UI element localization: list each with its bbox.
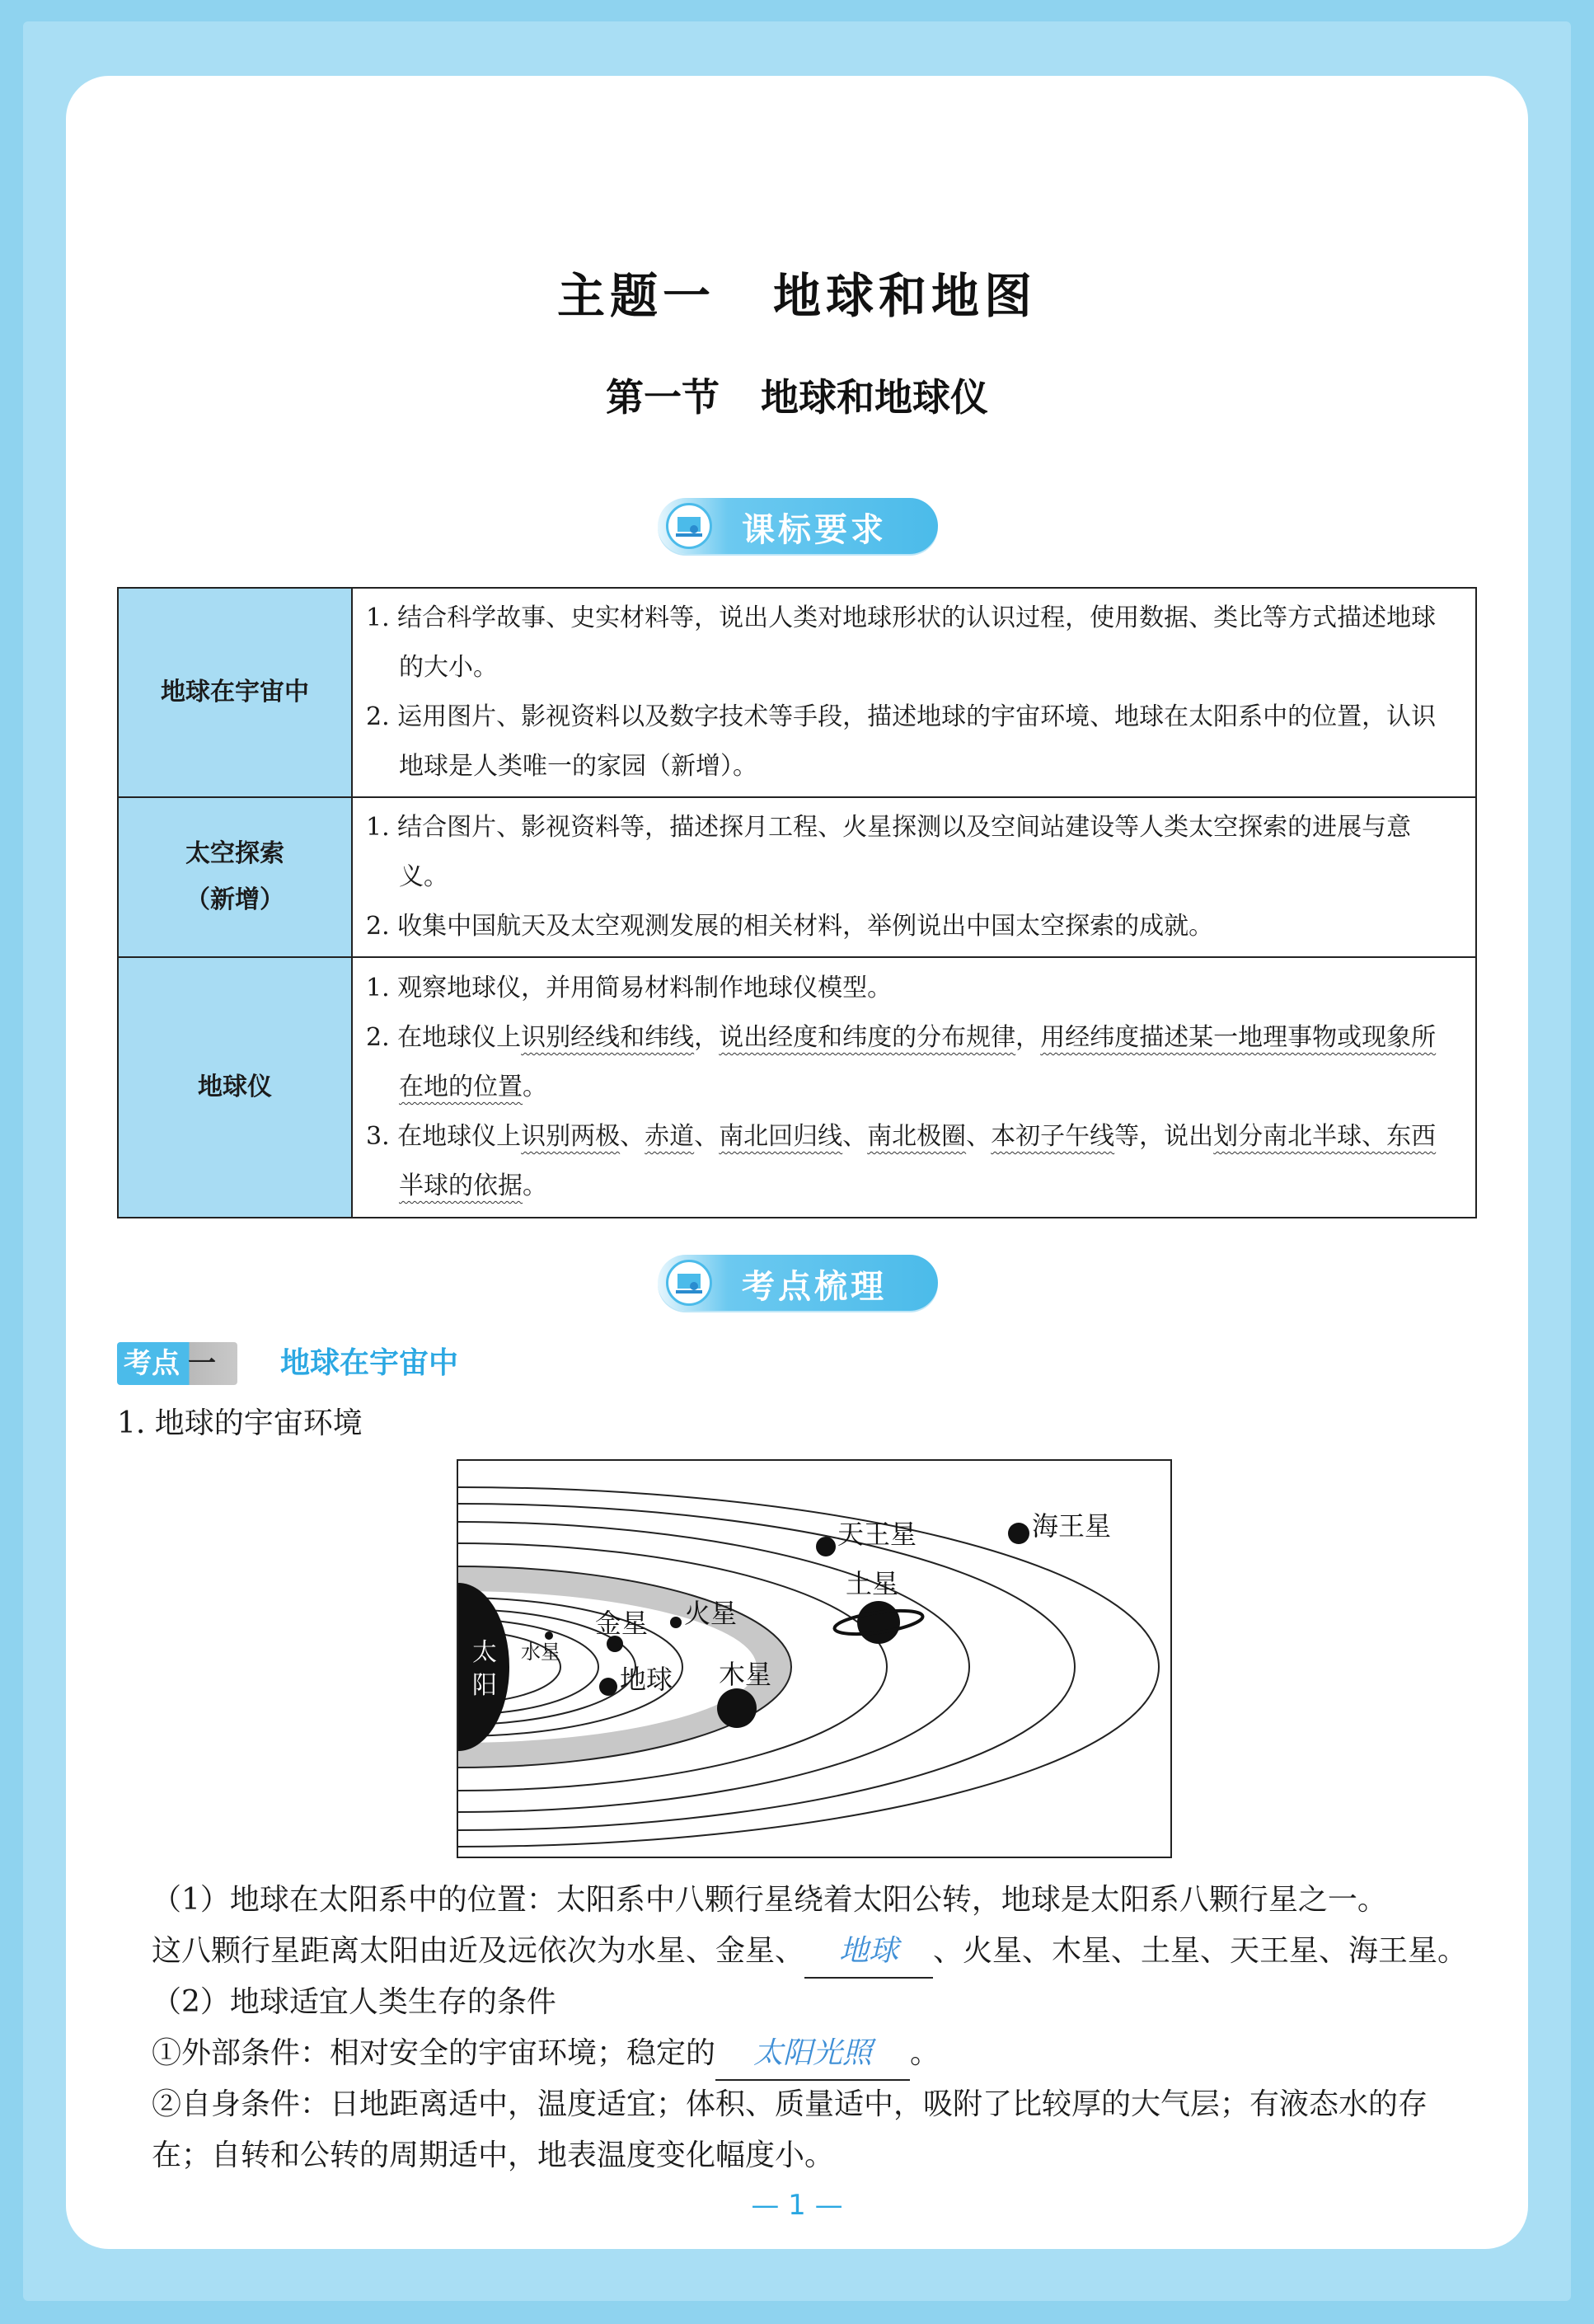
curriculum-badge	[658, 498, 938, 554]
table-row-body	[352, 588, 1476, 797]
table-row-head: 地球在宇宙中	[118, 588, 352, 797]
table-row-head-line: 太空探索	[185, 839, 284, 868]
label-mars: 火星	[684, 1598, 738, 1629]
kaodian-tag	[117, 1342, 237, 1385]
requirement-item: 1. 观察地球仪，并用简易材料制作地球仪模型。	[366, 974, 893, 1002]
table-row	[118, 957, 1476, 1218]
table-row-head-line: （新增）	[185, 885, 284, 914]
item-title: 1. 地球的宇宙环境	[117, 1406, 363, 1440]
label-neptune: 海王星	[1032, 1510, 1112, 1542]
paragraph-line: 这八颗行星距离太阳由近及远依次为水星、金星、 地球 、火星、木星、土星、天王星、海王星。	[152, 1926, 1487, 1979]
kaodian-number: 一	[188, 1347, 216, 1380]
label-uranus: 天王星	[837, 1519, 917, 1550]
paragraph-internal	[152, 2079, 1487, 2181]
requirement-item: 2. 运用图片、影视资料以及数字技术等手段，描述地球的宇宙环境、地球在太阳系中的位置，认识地球是人类唯一的家园（新增）。	[366, 702, 1437, 781]
requirement-item: 2. 收集中国航天及太空观测发展的相关材料，举例说出中国太空探索的成就。	[366, 912, 1214, 941]
table-row-body	[352, 957, 1476, 1218]
planet-neptune	[1008, 1523, 1029, 1544]
curriculum-table	[117, 587, 1477, 1218]
table-row-body	[352, 797, 1476, 957]
planet-mercury	[545, 1631, 553, 1640]
section-title	[0, 368, 1594, 422]
key-points-badge-label: 考点梳理	[742, 1268, 887, 1306]
planet-saturn	[833, 1601, 924, 1644]
requirement-item: 3. 在地球仪上识别两极、赤道、南北回归线、南北极圈、本初子午线等，说出划分南北半球、东西半球的依据。	[366, 1122, 1437, 1200]
curriculum-badge-label: 课标要求	[742, 511, 887, 549]
table-row	[118, 588, 1476, 797]
paragraph-line: 在；自转和公转的周期适中，地表温度变化幅度小。	[152, 2139, 835, 2172]
paragraph-line: ②自身条件：日地距离适中，温度适宜；体积、质量适中，吸附了比较厚的大气层；有液态水的存	[152, 2087, 1428, 2121]
table-row	[118, 797, 1476, 957]
label-saturn: 土星	[846, 1568, 899, 1599]
label-earth: 地球	[620, 1664, 673, 1695]
paragraph-line: （1）地球在太阳系中的位置：太阳系中八颗行星绕着太阳公转，地球是太阳系八颗行星之一。	[152, 1883, 1387, 1917]
teacher-icon	[666, 1260, 712, 1306]
sun-label-2: 阳	[472, 1671, 497, 1700]
table-row-head: 地球仪	[118, 957, 352, 1218]
section-number: 第一节	[606, 375, 720, 420]
requirement-item: 1. 结合科学故事、史实材料等，说出人类对地球形状的认识过程，使用数据、类比等方式描述地球的大小。	[366, 603, 1437, 682]
key-points-badge	[658, 1255, 938, 1311]
table-row-head	[118, 797, 352, 957]
label-venus: 金星	[595, 1608, 649, 1639]
topic-number: 主题一	[556, 268, 715, 324]
paragraph-line: ①外部条件：相对安全的宇宙环境；稳定的 太阳光照 。	[152, 2028, 1487, 2081]
section-name: 地球和地球仪	[761, 375, 988, 420]
paragraph-external	[152, 2028, 1487, 2081]
kaodian-title: 地球在宇宙中	[280, 1346, 459, 1380]
sun-label-1: 太	[472, 1638, 497, 1667]
topic-title	[0, 257, 1594, 326]
requirement-item: 2. 在地球仪上识别经线和纬线，说出经度和纬度的分布规律，用经纬度描述某一地理事物或现象所在地的位置。	[366, 1023, 1437, 1101]
requirement-item: 1. 结合图片、影视资料等，描述探月工程、火星探测以及空间站建设等人类太空探索的进展与意义。	[366, 813, 1412, 891]
paragraph-position	[152, 1875, 1487, 1979]
planet-uranus	[816, 1537, 836, 1556]
paragraph-conditions	[152, 1977, 1487, 2028]
kaodian-tag-label: 考点	[124, 1347, 180, 1380]
answer-blank[interactable]: 地球	[804, 1926, 933, 1979]
solar-system-svg	[458, 1461, 1170, 1857]
planet-mars	[670, 1617, 682, 1628]
planet-jupiter	[717, 1688, 757, 1728]
paragraph-line: （2）地球适宜人类生存的条件	[152, 1985, 556, 2019]
page-number: — 1 —	[751, 2189, 843, 2222]
answer-blank[interactable]: 太阳光照	[715, 2028, 910, 2081]
solar-system-diagram	[457, 1459, 1172, 1858]
label-mercury: 水星	[521, 1641, 560, 1664]
topic-name: 地球和地图	[773, 268, 1038, 324]
label-jupiter: 木星	[719, 1659, 772, 1690]
planet-earth	[599, 1678, 617, 1696]
teacher-icon	[666, 503, 712, 549]
